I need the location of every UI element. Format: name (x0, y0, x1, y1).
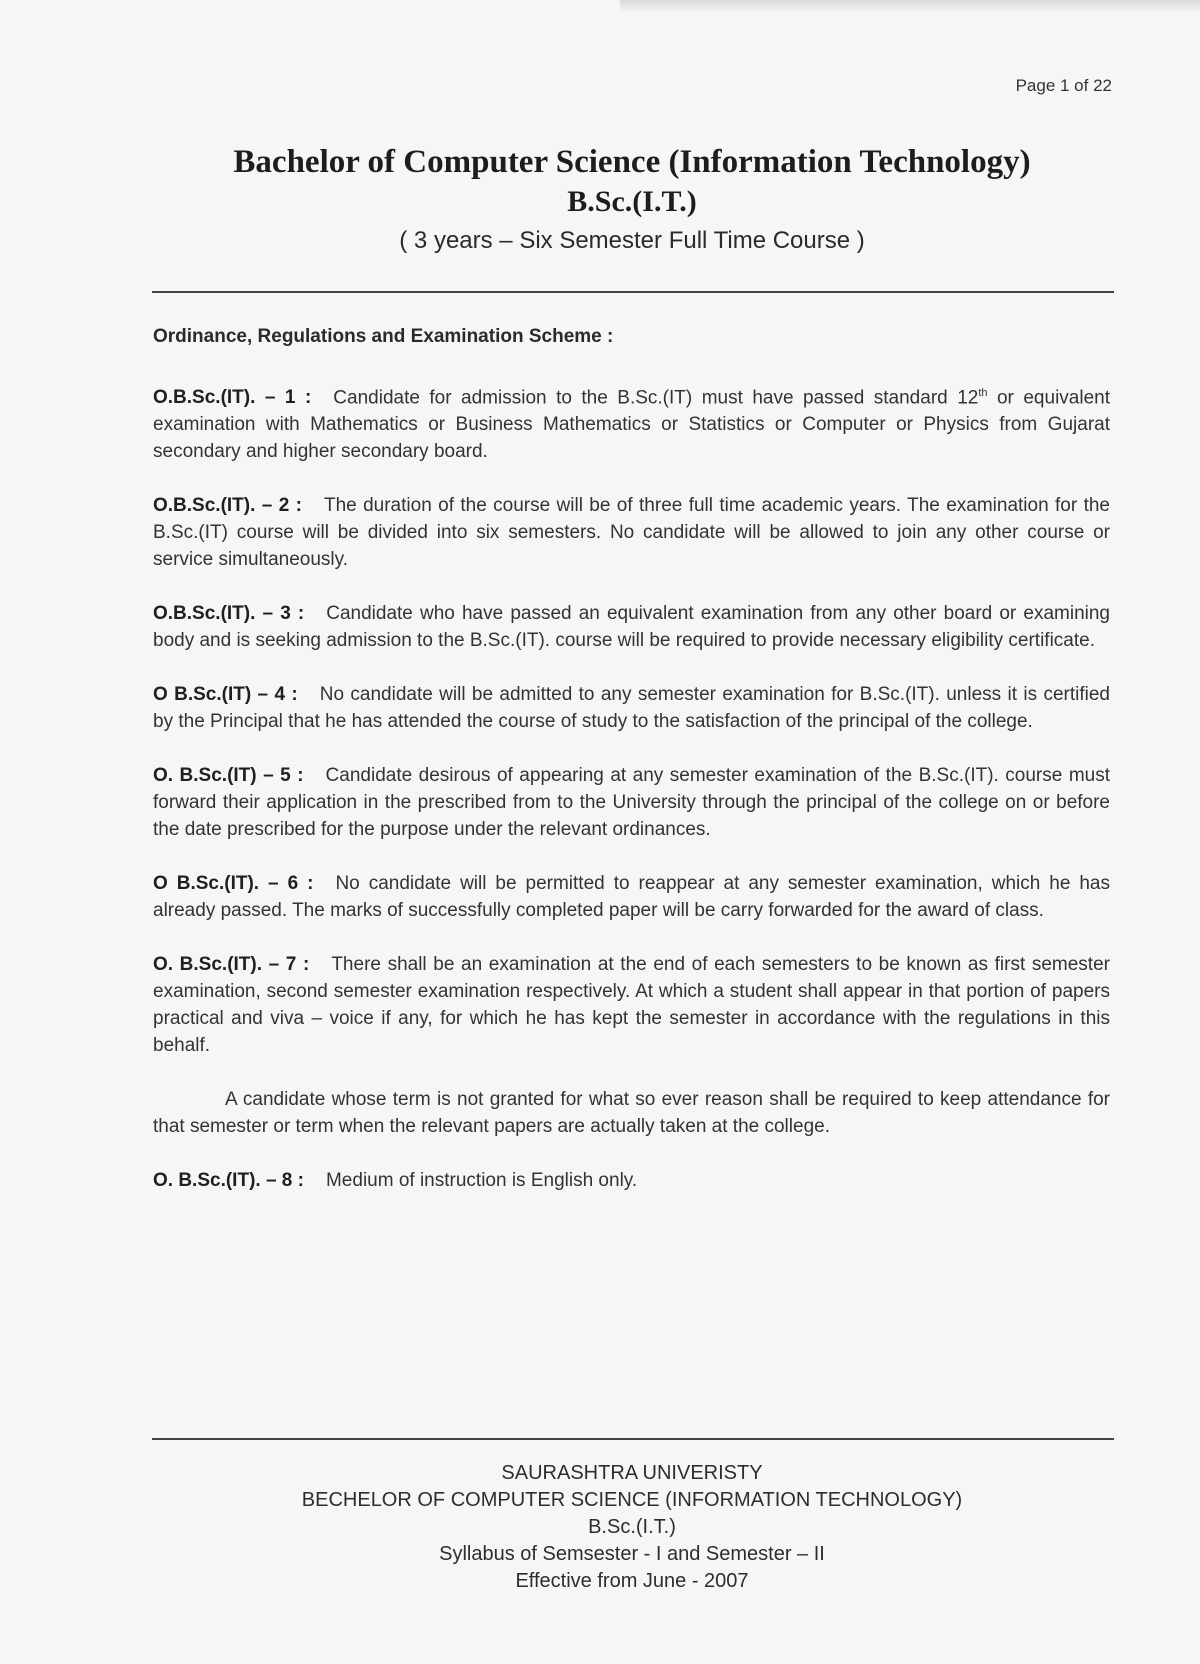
document-subtitle: B.Sc.(I.T.) (567, 185, 697, 218)
ordinance-code: O. B.Sc.(IT) – 5 : (153, 765, 304, 787)
ordinance-7-note (153, 1086, 1110, 1140)
footer-effective-date: Effective from June - 2007 (515, 1570, 749, 1592)
footer-program: BECHELOR OF COMPUTER SCIENCE (INFORMATION TECHNOLOGY) (301, 1489, 963, 1511)
ordinance-3 (153, 600, 1110, 654)
ordinance-code: O. B.Sc.(IT). – 7 : (153, 954, 310, 976)
title-block (0, 142, 1200, 256)
ordinance-code: O.B.Sc.(IT). – 1 : (153, 387, 312, 409)
ordinance-code: O. B.Sc.(IT). – 8 : (153, 1170, 304, 1192)
footer-degree: B.Sc.(I.T.) (588, 1516, 676, 1538)
ordinance-text: No candidate will be admitted to any semester examination for B.Sc.(IT). unless it is certified by the Principal that he has attended the course of study to the satisfaction of the principal of the college. (153, 684, 1110, 733)
ordinance-text: Medium of instruction is English only. (325, 1170, 638, 1192)
ordinance-5 (153, 762, 1110, 843)
ordinance-2 (153, 492, 1110, 573)
ordinance-7 (153, 951, 1110, 1059)
ordinance-superscript: th (978, 387, 988, 399)
ordinance-code: O B.Sc.(IT). – 6 : (153, 873, 314, 895)
ordinance-text: Candidate for admission to the B.Sc.(IT) must have passed standard 12 (333, 387, 979, 409)
ordinance-8 (153, 1167, 1110, 1194)
ordinance-text: A candidate whose term is not granted for what so ever reason shall be required to keep attendance for that semester or term when the relevant papers are actually taken at the college. (153, 1089, 1110, 1138)
ordinance-list (153, 380, 1110, 1221)
course-duration: ( 3 years – Six Semester Full Time Course ) (399, 227, 865, 254)
ordinance-text: No candidate will be permitted to reappear at any semester examination, which he has already passed. The marks of successfully completed paper will be carry forwarded for the award of class. (153, 873, 1110, 922)
ordinance-text: The duration of the course will be of three full time academic years. The examination for the B.Sc.(IT) course will be divided into six semesters. No candidate will be allowed to join any other course or service simultaneously. (153, 495, 1110, 571)
footer-university: SAURASHTRA UNIVERISTY (501, 1462, 763, 1484)
page-number: Page 1 of 22 (1015, 76, 1112, 95)
ordinance-code: O.B.Sc.(IT). – 3 : (153, 603, 305, 625)
ordinance-code: O.B.Sc.(IT). – 2 : (153, 495, 302, 517)
ordinance-6 (153, 870, 1110, 924)
ordinance-text: There shall be an examination at the end of each semesters to be known as first semester examination, second semester examination respectively. At which a student shall appear in that portion of papers practical and viva – voice if any, for which he has kept the semester in accordance with the regulations in this behalf. (153, 954, 1110, 1057)
ordinance-1 (153, 380, 1110, 465)
ordinance-text: or equivalent examination with Mathematics or Business Mathematics or Statistics or Computer or Physics from Gujarat secondary and higher secondary board. (153, 387, 1110, 463)
page-edge-shadow (620, 0, 1200, 12)
footer-divider (152, 1438, 1114, 1440)
ordinance-4 (153, 681, 1110, 735)
header-divider (152, 291, 1114, 293)
footer-syllabus: Syllabus of Semsester - I and Semester – II (439, 1543, 825, 1565)
footer-block (0, 1460, 1200, 1595)
ordinance-text: Candidate who have passed an equivalent examination from any other board or examining body and is seeking admission to the B.Sc.(IT). course will be required to provide necessary eligibility certificate. (153, 603, 1110, 652)
ordinance-code: O B.Sc.(IT) – 4 : (153, 684, 298, 706)
document-title: Bachelor of Computer Science (Information Technology) (233, 144, 1031, 180)
section-heading: Ordinance, Regulations and Examination Scheme : (153, 326, 614, 347)
ordinance-text: Candidate desirous of appearing at any semester examination of the B.Sc.(IT). course must forward their application in the prescribed from to the University through the principal of the college on or before the date prescribed for the purpose under the relevant ordinances. (153, 765, 1110, 841)
